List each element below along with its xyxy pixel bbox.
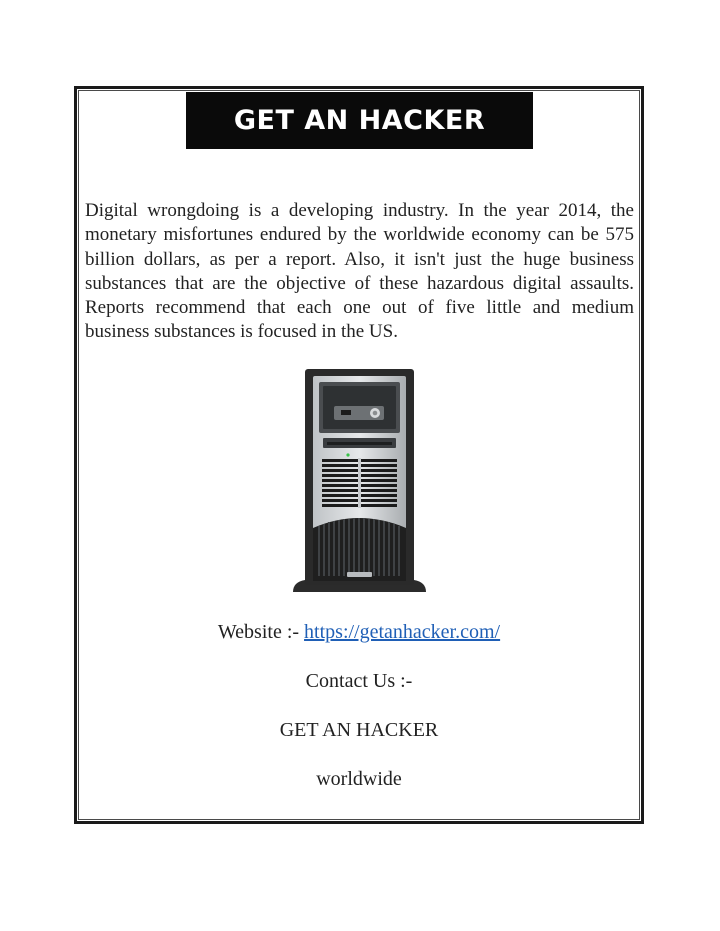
logo-banner xyxy=(186,92,533,149)
logo-text: GET AN HACKER xyxy=(233,105,486,136)
website-line xyxy=(74,621,644,644)
company-name: GET AN HACKER xyxy=(279,719,439,741)
contact-heading: Contact Us :- xyxy=(305,670,413,692)
website-link[interactable]: https://getanhacker.com/ xyxy=(304,621,501,643)
body-paragraph: Digital wrongdoing is a developing industry. In the year 2014, the monetary misfortunes endured by the worldwide economy can be 575 billion dollars, as per a report. Also, it isn't just the huge business substances that are the objective of these hazardous digital assaults. Reports recommend that each one out of five little and medium business substances is focused in the US. xyxy=(85,200,634,343)
region-text: worldwide xyxy=(316,768,402,790)
website-label: Website :- xyxy=(217,621,305,643)
server-tower-icon xyxy=(289,368,430,598)
